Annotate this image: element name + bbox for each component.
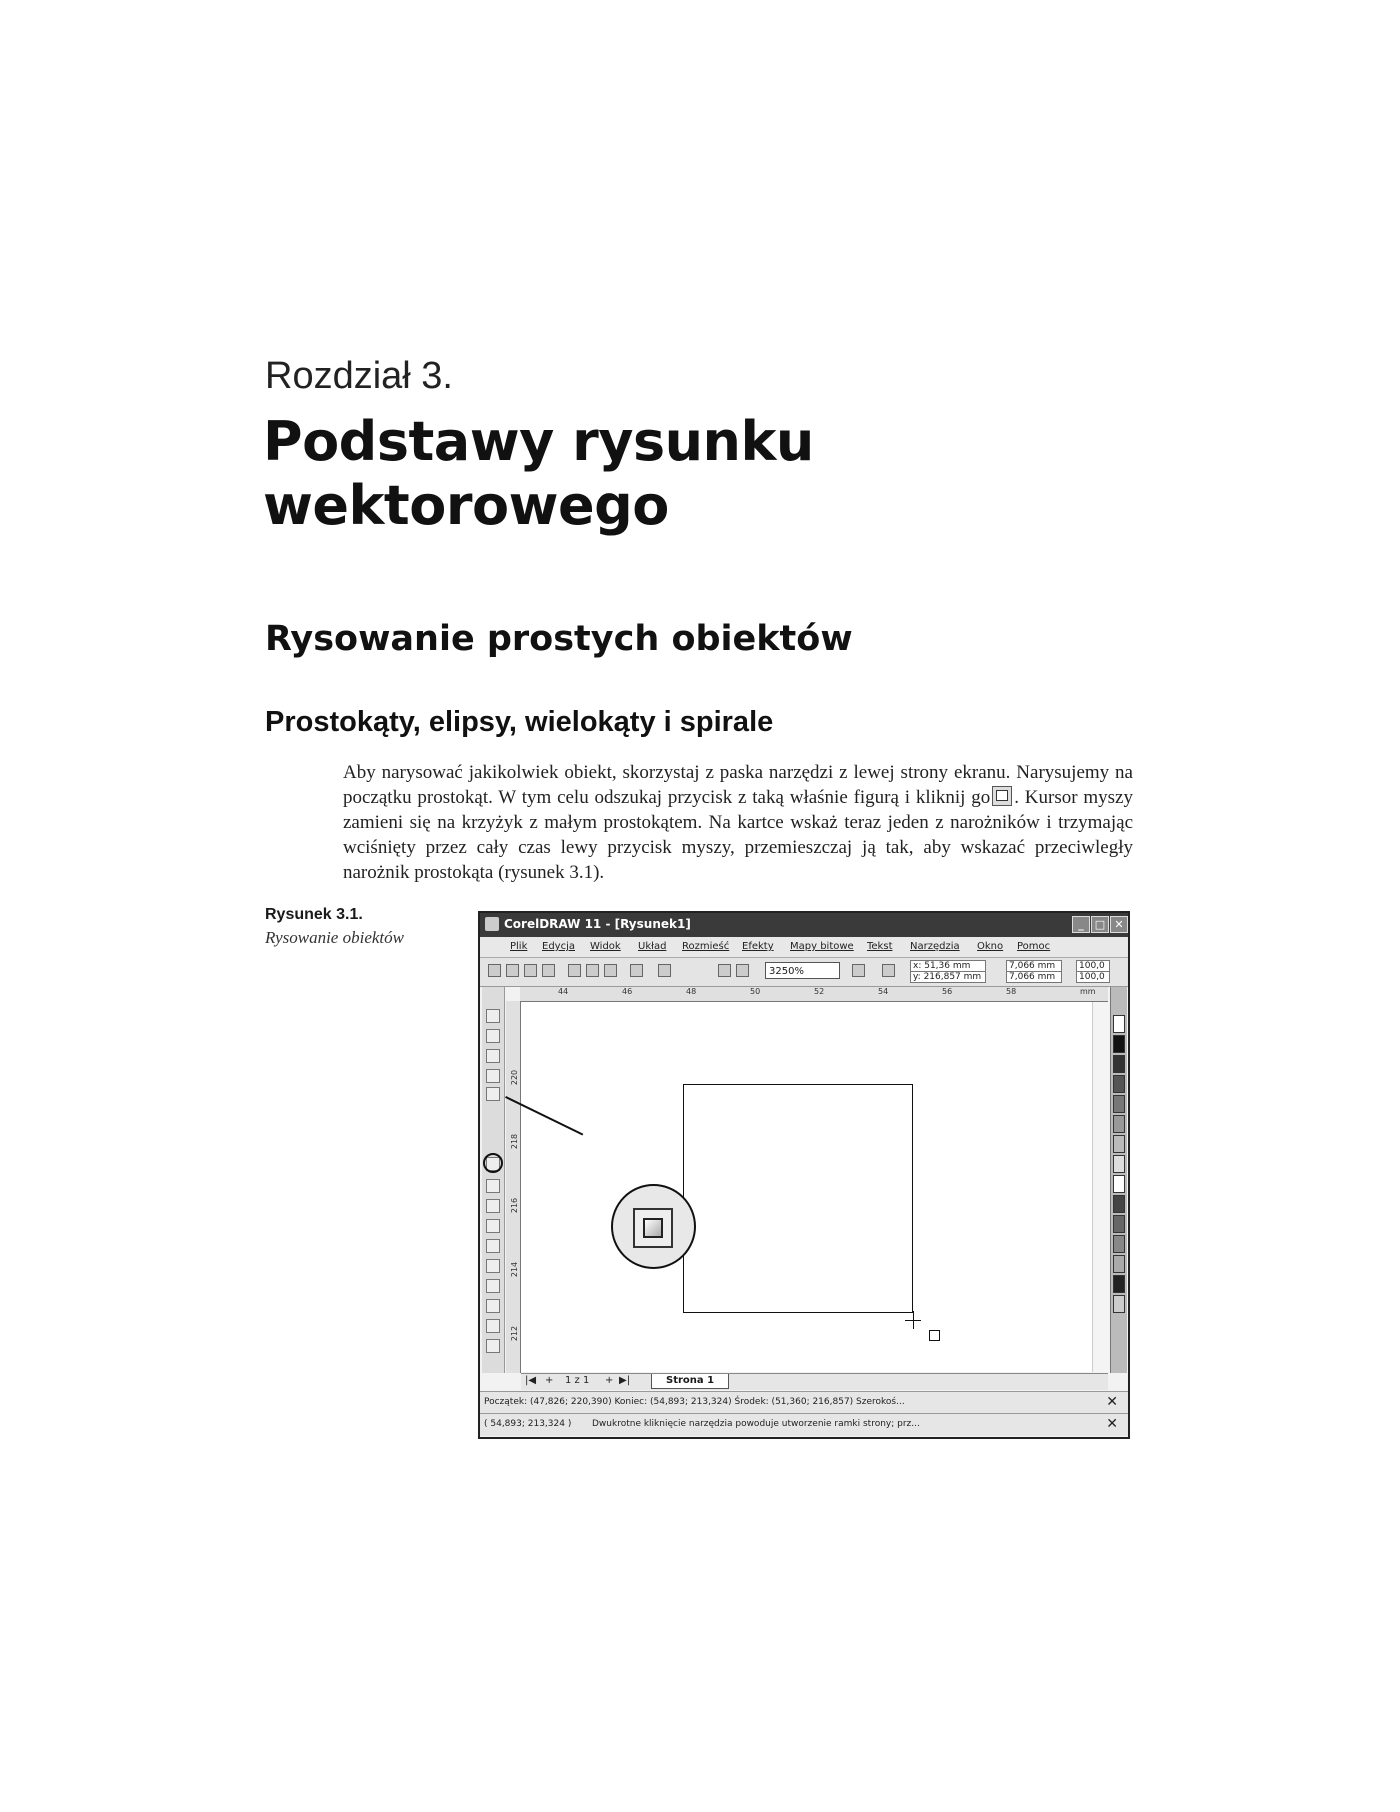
coreldraw-window-screenshot <box>478 911 1130 1439</box>
menu-pomoc[interactable]: Pomoc <box>1017 941 1051 952</box>
paragraph-part1: Aby narysować jakikolwiek obiekt, skorzystaj z paska narzędzi z lewej strony ekranu. Narysujemy na początku prostokąt. W tym celu odszukaj przycisk z taką właśnie figurą i kliknij go <box>343 762 1133 808</box>
fill-tool-icon[interactable] <box>486 1319 500 1333</box>
print-icon[interactable] <box>542 964 555 977</box>
outline-tool-icon[interactable] <box>486 1299 500 1313</box>
polygon-tool-icon[interactable] <box>486 1199 500 1213</box>
menu-okno[interactable]: Okno <box>977 941 1004 952</box>
chapter-title-line1: Podstawy rysunku <box>263 410 814 473</box>
menu-uklad[interactable]: Układ <box>638 941 667 952</box>
no-fill-icon: ✕ <box>1106 1394 1118 1410</box>
ruler-tick: 220 <box>510 1069 520 1086</box>
menu-widok[interactable]: Widok <box>590 941 621 952</box>
x-coordinate-field[interactable]: x: 51,36 mm <box>910 960 986 972</box>
import-icon[interactable] <box>718 964 731 977</box>
width-field[interactable]: 7,066 mm <box>1006 960 1062 972</box>
body-paragraph <box>343 760 1133 885</box>
zoom-level-select[interactable]: 3250% <box>765 962 840 979</box>
ruler-tick: 44 <box>558 987 569 996</box>
color-swatch[interactable] <box>1113 1075 1125 1093</box>
color-swatch[interactable] <box>1113 1195 1125 1213</box>
drawing-canvas[interactable] <box>521 1002 1108 1372</box>
menu-mapy-bitowe[interactable]: Mapy bitowe <box>790 941 854 952</box>
chapter-title <box>263 410 814 538</box>
menu-narzedzia[interactable]: Narzędzia <box>910 941 960 952</box>
page-counter: 1 z 1 <box>565 1375 590 1386</box>
no-outline-icon: ✕ <box>1106 1416 1118 1432</box>
ruler-tick: 46 <box>622 987 633 996</box>
cut-icon[interactable] <box>568 964 581 977</box>
figure-number: Rysunek 3.1. <box>265 906 363 923</box>
vertical-scrollbar[interactable] <box>1092 1002 1109 1372</box>
rectangle-glyph <box>643 1218 663 1238</box>
status-bar-line2 <box>480 1413 1128 1436</box>
freehand-tool-icon[interactable] <box>486 1087 500 1101</box>
paragraph-part2: . Kursor myszy zamieni się na krzyżyk z małym prostokątem. Na kartce wskaż teraz jeden z narożników i trzymając wciśnięty przez cały czas lewy przycisk myszy, przemieszczaj ją tak, aby wskazać przeciwległy narożnik prostokąta (rysunek 3.1). <box>343 787 1133 883</box>
color-swatch[interactable] <box>1113 1235 1125 1253</box>
basic-shapes-tool-icon[interactable] <box>486 1219 500 1233</box>
menu-rozmiesc[interactable]: Rozmieść <box>682 941 730 952</box>
paste-icon[interactable] <box>604 964 617 977</box>
chapter-label: Rozdział 3. <box>265 355 453 397</box>
ruler-tick: 58 <box>1006 987 1017 996</box>
status-cursor-position: ( 54,893; 213,324 ) <box>484 1419 572 1429</box>
undo-icon[interactable] <box>630 964 643 977</box>
first-page-button[interactable]: |◀ <box>525 1375 537 1386</box>
coreldraw-app-icon <box>485 917 499 931</box>
rectangle-tool-highlight <box>483 1153 503 1173</box>
ruler-tick: 214 <box>510 1261 520 1278</box>
add-page-button[interactable]: + <box>545 1375 554 1386</box>
y-coordinate-field[interactable]: y: 216,857 mm <box>910 971 986 983</box>
close-button[interactable]: ✕ <box>1110 916 1128 933</box>
window-title: CorelDRAW 11 - [Rysunek1] <box>504 917 691 931</box>
status-bar-line1 <box>480 1391 1128 1414</box>
page-navigation-bar <box>521 1373 1108 1390</box>
eyedropper-tool-icon[interactable] <box>486 1279 500 1293</box>
ellipse-tool-icon[interactable] <box>486 1179 500 1193</box>
crop-tool-icon[interactable] <box>486 1049 500 1063</box>
copy-icon[interactable] <box>586 964 599 977</box>
open-icon[interactable] <box>506 964 519 977</box>
horizontal-ruler <box>520 987 1108 1002</box>
app-launcher-icon[interactable] <box>852 964 865 977</box>
vertical-ruler <box>506 1001 521 1373</box>
color-swatch[interactable] <box>1113 1175 1125 1193</box>
redo-icon[interactable] <box>658 964 671 977</box>
color-swatch[interactable] <box>1113 1155 1125 1173</box>
no-color-swatch[interactable] <box>1113 1015 1125 1033</box>
color-swatch[interactable] <box>1113 1035 1125 1053</box>
drawn-rectangle[interactable] <box>683 1084 913 1313</box>
chapter-title-line2: wektorowego <box>263 474 669 537</box>
new-icon[interactable] <box>488 964 501 977</box>
pick-tool-icon[interactable] <box>486 1009 500 1023</box>
window-titlebar <box>480 913 1128 937</box>
maximize-button[interactable]: □ <box>1091 916 1109 933</box>
color-swatch[interactable] <box>1113 1095 1125 1113</box>
rectangle-cursor-icon <box>929 1330 940 1341</box>
zoom-callout-circle <box>611 1184 696 1269</box>
ruler-tick: 216 <box>510 1197 520 1214</box>
shape-tool-icon[interactable] <box>486 1029 500 1043</box>
status-coordinates-info: Początek: (47,826; 220,390) Koniec: (54,893; 213,324) Środek: (51,360; 216,857) Szerokoś... <box>484 1397 905 1407</box>
ruler-tick: 212 <box>510 1325 520 1342</box>
subsection-heading: Prostokąty, elipsy, wielokąty i spirale <box>265 706 774 738</box>
interactive-fill-tool-icon[interactable] <box>486 1339 500 1353</box>
menubar <box>480 937 1128 958</box>
ruler-tick: 52 <box>814 987 825 996</box>
corel-online-icon[interactable] <box>882 964 895 977</box>
ruler-tick: 54 <box>878 987 889 996</box>
page-tab-strona-1[interactable]: Strona 1 <box>651 1374 729 1389</box>
toolbox <box>482 987 505 1373</box>
last-page-button[interactable]: ▶| <box>619 1375 631 1386</box>
status-hint-message: Dwukrotne kliknięcie narzędzia powoduje utworzenie ramki strony; prz... <box>592 1419 920 1429</box>
save-icon[interactable] <box>524 964 537 977</box>
scale-y-field[interactable]: 100,0 <box>1076 971 1110 983</box>
rectangle-tool-inline-icon <box>992 786 1012 806</box>
figure-caption: Rysowanie obiektów <box>265 928 404 947</box>
ruler-tick: 56 <box>942 987 953 996</box>
color-swatch[interactable] <box>1113 1275 1125 1293</box>
interactive-blend-tool-icon[interactable] <box>486 1259 500 1273</box>
export-icon[interactable] <box>736 964 749 977</box>
color-swatch[interactable] <box>1113 1215 1125 1233</box>
color-swatch[interactable] <box>1113 1295 1125 1313</box>
menu-tekst[interactable]: Tekst <box>867 941 893 952</box>
add-page-after-button[interactable]: + <box>605 1375 614 1386</box>
color-swatch[interactable] <box>1113 1135 1125 1153</box>
standard-toolbar <box>480 958 1128 987</box>
menu-efekty[interactable]: Efekty <box>742 941 774 952</box>
ruler-tick: 50 <box>750 987 761 996</box>
minimize-button[interactable]: _ <box>1072 916 1090 933</box>
color-palette <box>1110 987 1127 1373</box>
ruler-tick: 48 <box>686 987 697 996</box>
text-tool-icon[interactable] <box>486 1239 500 1253</box>
menu-plik[interactable]: Plik <box>510 941 528 952</box>
section-heading: Rysowanie prostych obiektów <box>265 619 853 659</box>
menu-edycja[interactable]: Edycja <box>542 941 575 952</box>
scale-x-field[interactable]: 100,0 <box>1076 960 1110 972</box>
zoom-tool-icon[interactable] <box>486 1069 500 1083</box>
ruler-tick: 218 <box>510 1133 520 1150</box>
crosshair-cursor-icon-h <box>905 1320 921 1321</box>
height-field[interactable]: 7,066 mm <box>1006 971 1062 983</box>
ruler-unit: mm <box>1080 987 1096 996</box>
rectangle-tool-magnified-icon <box>633 1208 673 1248</box>
color-swatch[interactable] <box>1113 1055 1125 1073</box>
color-swatch[interactable] <box>1113 1255 1125 1273</box>
color-swatch[interactable] <box>1113 1115 1125 1133</box>
